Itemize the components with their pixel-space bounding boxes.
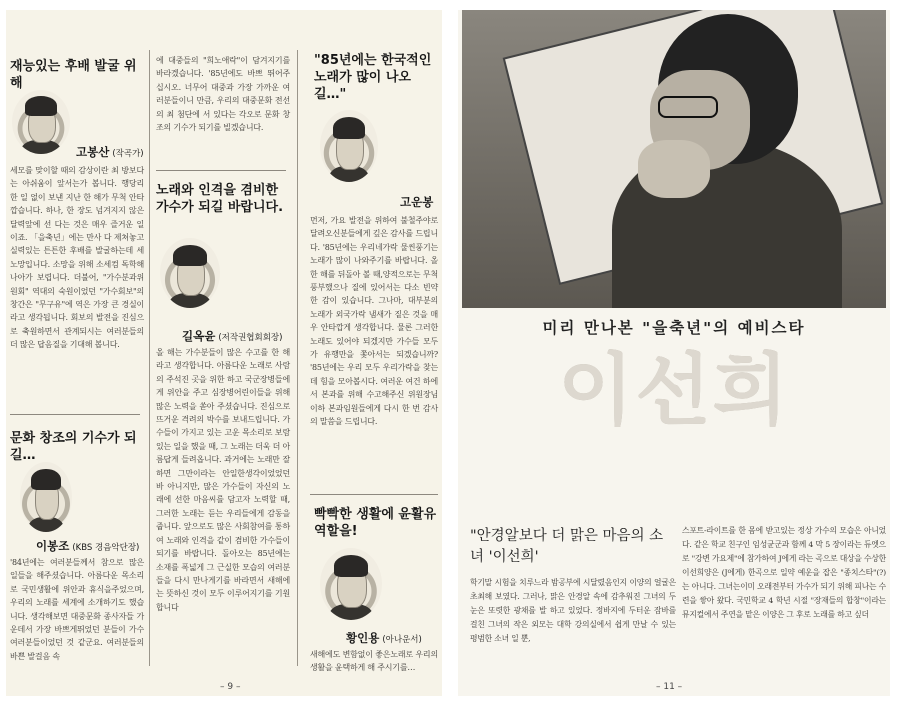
- portrait-lee-bongjo: [20, 462, 72, 532]
- portrait-go-bongsan: [12, 90, 70, 154]
- essay-go-bongsan: 세모를 맞이할 때의 감상이란 최 방보다는 아쉬움이 앞서는가 봅니다. 행당리 한 일 없이 보낸 지난 한 해가 무척 안타깝습니다. 하나, 한 장도 넘겨지지 않은 달력앞에 선 다는 것은 매우 즐거운 일이죠. 「을축년」에는 만사 다 제쳐놓고 실력있는 튼튼한 후배를 발굴하는데 세노망입니다. 소망을 위해 소세컴 독학해 나아가 보렵니다. 더불어, "가수분과위원회" 역대의 숙원이었던 "가수회보"의 창간은 "무구유"에 역은 가장 큰 경실이라고 생각됩니다. 회보의 발전을 진심으로 축원하면서 관계되시는 여러분들의 더 많은 답음질을 기대해 봅니다.: [10, 166, 144, 350]
- photo-hands: [638, 140, 710, 198]
- author-name: 황인용: [346, 631, 380, 645]
- portrait-hair: [31, 469, 60, 490]
- section-divider: [156, 170, 286, 171]
- author-lee-bongjo: [36, 538, 139, 554]
- section-title-korean-songs: "85년에는 한국적인 노래가 많이 나오길…": [314, 53, 432, 102]
- section-title-character: 노래와 인격을 겸비한 가수가 되길 바랍니다.: [156, 183, 284, 215]
- page-number-left: – 9 –: [220, 682, 241, 692]
- column-divider: [149, 50, 150, 666]
- author-hwang-inyong: [346, 630, 422, 646]
- author-role: (저작권협회회장): [218, 333, 283, 343]
- left-page: [6, 10, 442, 696]
- feature-deck: "안경알보다 더 맑은 마음의 소녀 '이선희': [470, 528, 664, 565]
- essay-lee-bongjo-cont: 에 대중들의 "희노애락"이 담겨지기를 바라겠습니다. '85년에도 바쁘 뛰어주십시오. 너무어 대중과 가장 가까운 여러분들이니 만큼, 우리의 대중문화 전선의 최 첨단에 서 있다는 각오로 문화 창조의 기수가 되기를 빌겠습니다.: [156, 56, 290, 133]
- author-role: (작곡가): [112, 149, 144, 159]
- section-title-talent: 재능있는 후배 발굴 위해: [10, 59, 137, 91]
- left-column-2: [152, 10, 294, 676]
- author-go-bongsan: [76, 144, 144, 160]
- feature-body-right: 스포트-라이트를 한 몸에 받고있는 정상 가수의 모습은 아니었다. 같은 학교 친구인 임성균군과 함께 4 막 5 장이라는 듀엣으로 "강변 가요제"에 참가하여 J에게 라는 곡으로 대상을 수상한 이선희양은 (J에게) 한곡으로 일약 예운을 잡은 "종치스타"(?)는 아니다. 그녀는이미 오래전부터 가수가 되기 위해 피나는 수련을 쌓아 왔다. 국민학교 4 학년 시절 "장재들의 합창"이라는 뮤지컬에서 주연을 맡은 이양은 그 후로 노래를 하고 싶더: [682, 526, 886, 619]
- section-title-lubricant: 빡빡한 생활에 윤활유 역할을!: [314, 507, 437, 539]
- feature-body-left: 학기말 시험을 치루느라 밤공부에 시달렸음인지 이양의 얼굴은 초최해 보였다. 그러나, 맑은 안경알 속에 감추워진 그녀의 두눈은 또렷한 광채를 발 하고 있었다. 정바지에 두터운 잠바를 걸친 그녀의 작은 외모는 대학 강의실에서 쉽게 만날 수 있는 평범한 소녀 일 뿐,: [470, 578, 676, 643]
- right-page: [458, 10, 890, 696]
- essay-go-unbong: 먼저, 가요 발전을 위하여 불철주야로 달려오신분들에게 깊은 감사를 드립니다. '85년에는 우리네가락 물씬풍기는 노래가 많이 나와주기를 바랍니다. 올 한 해를 뒤돌아 볼 때,양적으로는 무척 풍부했으나 질에 있어서는 다소 빈약한 감이 있습니다. 그나마, 대부분의 노래가 외국가락 냄새가 짙은 것을 매우 안타깝게 생각합니다. 물론 그러한 노래도 있어야 되겠지만 가수들 모두가 유행만을 쫓아서는 되겠습니까? '85년에는 우리 모두 우리가락을 찾는데 힘을 모아봅시다. 여러운 여건 하에서 본과를 위해 수고해주신 위원장님 이하 본과임원들에게 다시 한 번 감사의 말씀을 드립니다.: [310, 216, 438, 427]
- section-divider: [310, 494, 438, 495]
- page-number-right: – 11 –: [656, 682, 683, 692]
- author-name: 이봉조: [36, 539, 70, 553]
- left-column-3: [300, 10, 442, 676]
- page-gutter: [442, 0, 458, 701]
- portrait-hair: [25, 96, 57, 115]
- portrait-hwang-inyong: [320, 548, 382, 620]
- portrait-hair: [334, 555, 369, 577]
- author-name: 길옥윤: [182, 329, 216, 343]
- portrait-gil-okyun: [160, 238, 220, 308]
- feature-kicker: 미리 만나본 "을축년"의 예비스타: [542, 319, 806, 337]
- column-divider: [297, 50, 298, 666]
- portrait-hair: [173, 245, 207, 266]
- portrait-hair: [333, 117, 365, 139]
- photo-glasses: [658, 96, 718, 118]
- essay-hwang-inyong: 새해에도 변함없이 좋은노래로 우리의 생활을 윤택하게 해 주시기를…: [310, 650, 438, 673]
- author-role: (KBS 경음악단장): [72, 543, 140, 553]
- feature-big-name: 이선희: [557, 346, 791, 436]
- author-go-unbong: 고운봉: [400, 195, 434, 209]
- section-divider: [10, 414, 140, 415]
- section-title-culture: 문화 창조의 기수가 되길…: [10, 431, 137, 463]
- feature-photo: [462, 10, 886, 308]
- author-role: (아나운서): [382, 635, 422, 645]
- essay-lee-bongjo: '84년에는 여러분들께서 참으로 많은 일들을 해주셨습니다. 아름다운 목소리로 국민생활에 위안과 휴식을주었으며, 우리의 노래를 세계에 소개하기도 했습니다. 생각해보면 대중문화 종사자들 가운데서 가장 바쁘게뛰었던 분들이 가수 여러분들이었던 것 같군요. 여러분들의 바쁜 발걸음 속: [10, 558, 144, 661]
- author-name: 고봉산: [76, 145, 110, 159]
- author-gil-okyun: [182, 328, 282, 344]
- essay-gil-okyun: 올 해는 가수분들이 많은 수고를 한 해라고 생각합니다. 아름다운 노래로 사람의 주석진 곳을 위한 하고 국군장병들에게 위안을 주고 심장병어린이들을 위해 많은 노력을 쏟아 주셨습니다. 진심으로 뜨거운 격려의 박수를 보내드립니다. 가수들이 가지고 있는 고운 목소리로 보람있는 일을 했을 때, 그 노래는 더욱 더 아름답게 들려옵니다. 과거에는 노래만 잘 하면 그만이라는 안일한생각이었었던 바 아니지만, 많은 가수들이 자신의 노래에 선한 마음씨를 담고자 노력할 때, 그러한 노래는 듣는 우리들에게 감동을 줍니다. 앞으로도 많은 사회참여를 통하여 노래와 인격을 같이 겸비한 가수들이 되기를 바랍니다. 돌아오는 85년에는 소재를 폭넓게 그 근실한 모습의 여러분들을 다시 만나게기를 바라면서 새해에는 뜻하신 것이 모두 이루어지기를 기원합니다: [156, 348, 291, 612]
- portrait-go-unbong: [320, 110, 378, 182]
- left-column-1: [6, 10, 148, 676]
